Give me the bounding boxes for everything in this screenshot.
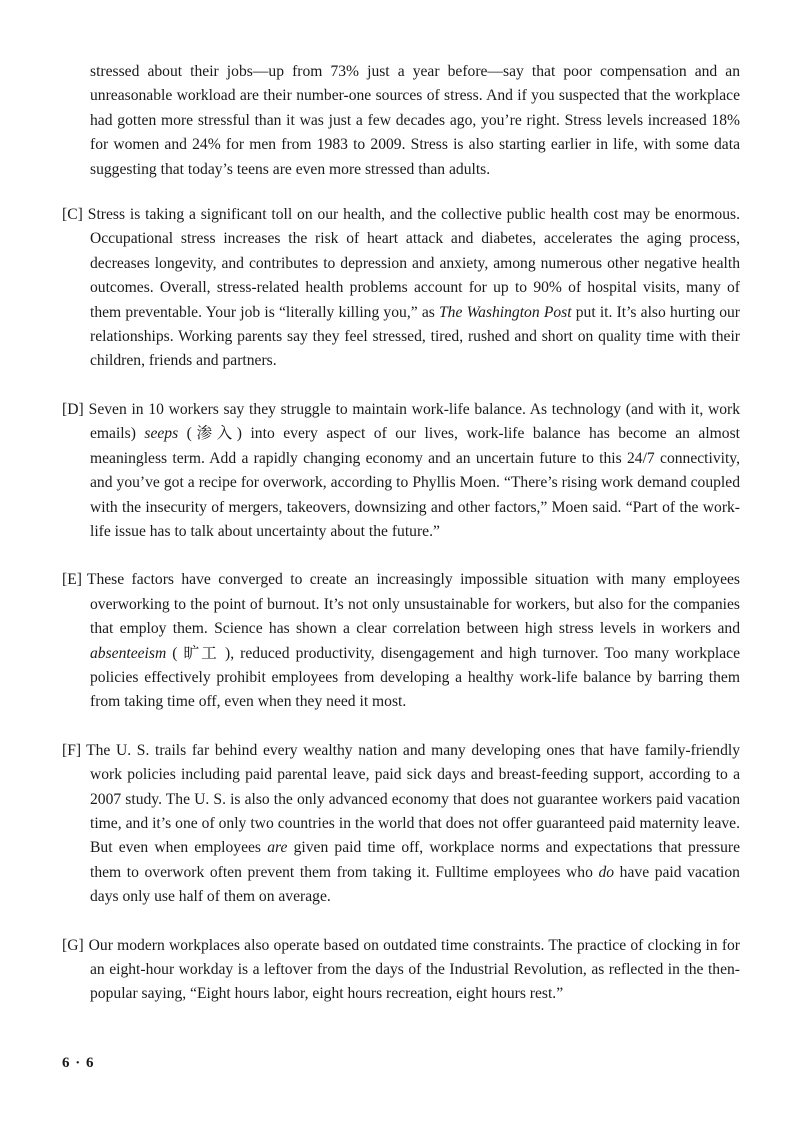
- paragraph-label: [C]: [62, 206, 83, 224]
- paragraph-text: These factors have converged to create an increasingly impossible situation with many employees overworking to the point of burnout. It’s not only unsustainable for workers, but also for the companies that employ them. Science has shown a clear correlation between high stress levels in workers and: [86, 571, 740, 638]
- paragraph-label: [D]: [62, 400, 84, 418]
- paragraph-text: have paid vacation days only use half of them on average.: [90, 863, 740, 906]
- paragraph-text: Seven in 10 workers say they struggle to maintain work-life balance. As technology (and with it, work emails): [88, 400, 740, 443]
- paragraph-c: [62, 203, 740, 374]
- paragraph-text: stressed about their jobs—up from 73% just a year before—say that poor compensation and an unreasonable workload are their number-one sources of stress. And if you suspected that the workplace had gotten more stressful than it was just a few decades ago, you’re right. Stress levels increased 18% for women and 24% for men from 1983 to 2009. Stress is also starting earlier in life, with some data suggesting that today’s teens are even more stressed than adults.: [90, 63, 740, 178]
- paragraph-text: given paid time off, workplace norms and expectations that pressure them to overwork often prevent them from taking it. Fulltime employees who: [90, 839, 740, 881]
- paragraph-text: The U. S. trails far behind every wealthy nation and many developing ones that have family-friendly work policies including paid parental leave, paid sick days and breast-feeding support, according to a 2007 study. The U. S. is also the only advanced economy that does not guarantee workers paid vacation time, and it’s one of only two countries in the world that does not offer guaranteed paid maternity leave. But even when employees: [86, 741, 740, 857]
- emphasis-word: are: [267, 839, 288, 857]
- paragraph-text: Our modern workplaces also operate based on outdated time constraints. The practice of clocking in for an eight-hour workday is a leftover from the days of the Industrial Revolution, as reflected in the then-popular saying, “Eight hours labor, eight hours recreation, eight hours rest.”: [88, 936, 740, 1003]
- paragraph-label: [G]: [62, 936, 84, 954]
- paragraph-text: put it. It’s also hurting our relationships. Working parents say they feel stressed, tired, rushed and short on quality time with their children, friends and partners.: [90, 303, 740, 370]
- paragraph-continuation: [62, 60, 740, 182]
- paragraph-label: [E]: [62, 571, 82, 589]
- paragraph-text: Stress is taking a significant toll on our health, and the collective public health cost may be enormous. Occupational stress increases the risk of heart attack and diabetes, accelerates the aging process, decreases longevity, and contributes to depression and anxiety, among numerous other negative health outcomes. Overall, stress-related health problems account for up to 90% of hospital visits, many of them preventable. Your job is “literally killing you,” as: [87, 206, 740, 321]
- vocab-term: absenteeism: [90, 644, 167, 662]
- page-number: 6 · 6: [62, 1055, 95, 1071]
- paragraph-e: [62, 568, 740, 714]
- paragraph-text: ( 旷工 ), reduced productivity, disengagement and high turnover. Too many workplace policies effectively prohibit employees from developing a healthy work-life balance by barring them from taking time off, even when they need it most.: [90, 644, 740, 711]
- document-page: [62, 60, 740, 1031]
- vocab-term: seeps: [144, 425, 179, 443]
- emphasis-word: do: [598, 863, 615, 881]
- paragraph-text: (渗入) into every aspect of our lives, work-life balance has become an almost meaningless term. Add a rapidly changing economy and an uncertain future to this 24/7 connectivity, and you’ve got a recipe for overwork, according to Phyllis Moen. “There’s rising work demand coupled with the insecurity of mergers, takeovers, downsizing and other factors,” Moen said. “Part of the work-life issue has to talk about uncertainty about the future.”: [90, 425, 741, 540]
- paragraph-g: [62, 934, 740, 1007]
- publication-title: The Washington Post: [439, 303, 572, 321]
- paragraph-label: [F]: [62, 741, 82, 759]
- paragraph-f: [62, 739, 740, 910]
- paragraph-d: [62, 398, 740, 544]
